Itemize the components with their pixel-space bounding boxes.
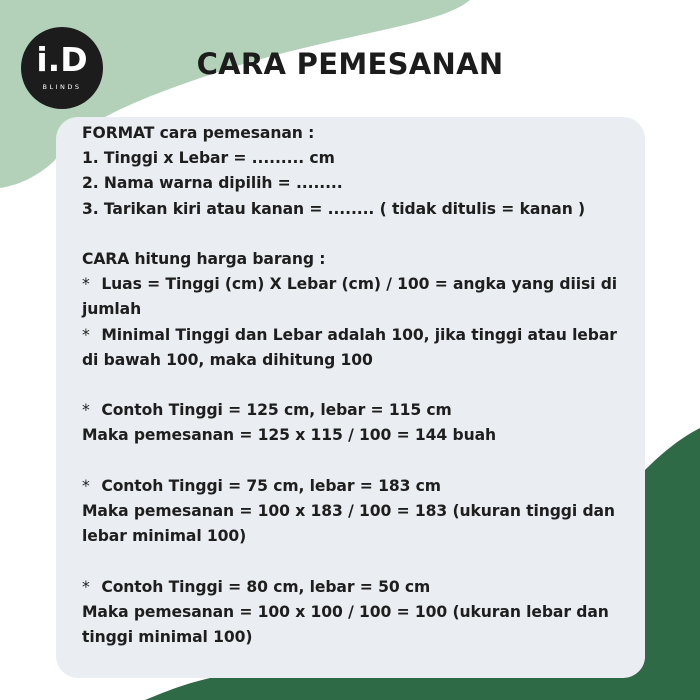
example-case-text: Contoh Tinggi = 125 cm, lebar = 115 cm [101, 401, 452, 420]
format-heading: FORMAT cara pemesanan : [82, 124, 315, 142]
logo-mark: i.D [36, 40, 88, 79]
format-item: 1. Tinggi x Lebar = ......... cm [82, 149, 335, 168]
instructions-content [82, 121, 638, 650]
brand-logo [21, 27, 103, 109]
calc-rule-text: Minimal Tinggi dan Lebar adalah 100, jika tinggi atau lebar di bawah 100, maka dihitung 100 [82, 325, 617, 369]
example-result: Maka pemesanan = 125 x 115 / 100 = 144 buah [82, 426, 496, 445]
calc-rule [82, 323, 638, 373]
calc-rule [82, 272, 638, 322]
example-result: Maka pemesanan = 100 x 100 / 100 = 100 (ukuran lebar dan tinggi minimal 100) [82, 602, 609, 646]
format-item: 3. Tarikan kiri atau kanan = ........ ( tidak ditulis = kanan ) [82, 199, 586, 218]
bullet-icon: * [82, 577, 90, 596]
example-case [82, 398, 638, 423]
bullet-icon: * [82, 275, 90, 294]
calc-heading: CARA hitung harga barang : [82, 250, 326, 268]
example-case [82, 575, 638, 600]
logo-subtitle: BLINDS [42, 83, 82, 91]
example-result: Maka pemesanan = 100 x 183 / 100 = 183 (ukuran tinggi dan lebar minimal 100) [82, 502, 615, 546]
format-item: 2. Nama warna dipilih = ........ [82, 174, 343, 193]
bullet-icon: * [82, 401, 90, 420]
example-case-text: Contoh Tinggi = 80 cm, lebar = 50 cm [101, 577, 431, 596]
bullet-icon: * [82, 476, 90, 495]
bullet-icon: * [82, 325, 90, 344]
page-title: CARA PEMESANAN [196, 47, 504, 81]
calc-rule-text: Luas = Tinggi (cm) X Lebar (cm) / 100 = angka yang diisi di jumlah [82, 275, 618, 319]
example-case [82, 474, 638, 499]
example-case-text: Contoh Tinggi = 75 cm, lebar = 183 cm [101, 476, 441, 495]
